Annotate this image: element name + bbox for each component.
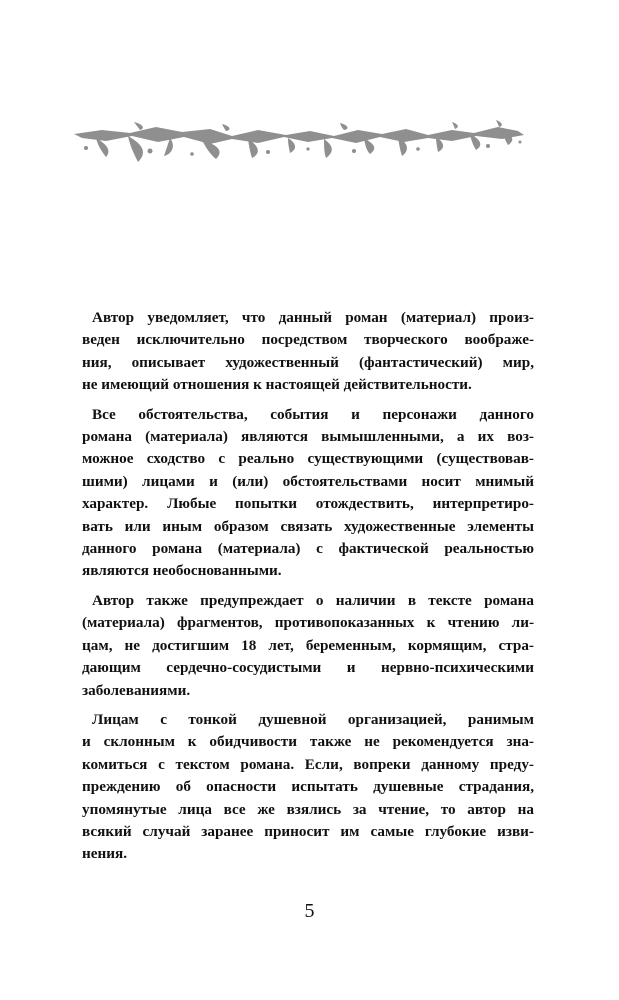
text-line: упомянутые лица все же взялись за чтение, то автор на — [82, 800, 534, 818]
text-line: заболеваниями. — [82, 681, 191, 699]
paragraph — [82, 404, 534, 583]
text-line: Все обстоятельства, события и персонажи данного — [92, 405, 534, 423]
page-number: 5 — [304, 900, 315, 922]
text-line: преждению об опасности испытать душевные страдания, — [82, 778, 534, 796]
text-line: (материала) фрагментов, противопоказанных к чтению ли- — [82, 614, 534, 632]
text-line: дающим сердечно-сосудистыми и нервно-психическими — [82, 659, 534, 677]
text-line: нения. — [82, 845, 128, 863]
text-line: являются необоснованными. — [82, 562, 282, 580]
text-line: романа (материала) являются вымышленными, а их воз- — [82, 428, 534, 446]
text-line: характер. Любые попытки отождествить, интерпретиро- — [82, 495, 534, 513]
text-line: не имеющий отношения к настоящей действительности. — [82, 376, 472, 394]
text-line: данного романа (материала) с фактической реальностью — [82, 540, 534, 558]
text-line: Автор также предупреждает о наличии в тексте романа — [92, 591, 534, 609]
text-line: и склонным к обидчивости также не рекомендуется зна- — [82, 733, 534, 751]
text-line: всякий случай заранее приносит им самые глубокие изви- — [82, 822, 534, 840]
text-line: цам, не достигшим 18 лет, беременным, кормящим, стра- — [82, 636, 534, 654]
text-line: ния, описывает художественный (фантастический) мир, — [82, 353, 534, 371]
text-line: Автор уведомляет, что данный роман (материал) произ- — [92, 309, 534, 326]
text-line: вать или иным образом связать художественные элементы — [82, 517, 534, 535]
paragraph — [82, 590, 534, 702]
text-line: можное сходство с реально существующими (существовав- — [82, 450, 534, 468]
text-line: веден исключительно посредством творческого воображе- — [82, 331, 534, 349]
disclaimer-text — [82, 307, 534, 873]
text-line: Лицам с тонкой душевной организацией, ранимым — [92, 710, 534, 728]
paragraph — [82, 307, 534, 397]
text-line: комиться с текстом романа. Если, вопреки данному преду- — [82, 755, 534, 773]
text-line: шими) лицами и (или) обстоятельствами носит мнимый — [82, 472, 534, 490]
decorative-ornament-icon — [72, 118, 528, 178]
paragraph — [82, 709, 534, 866]
